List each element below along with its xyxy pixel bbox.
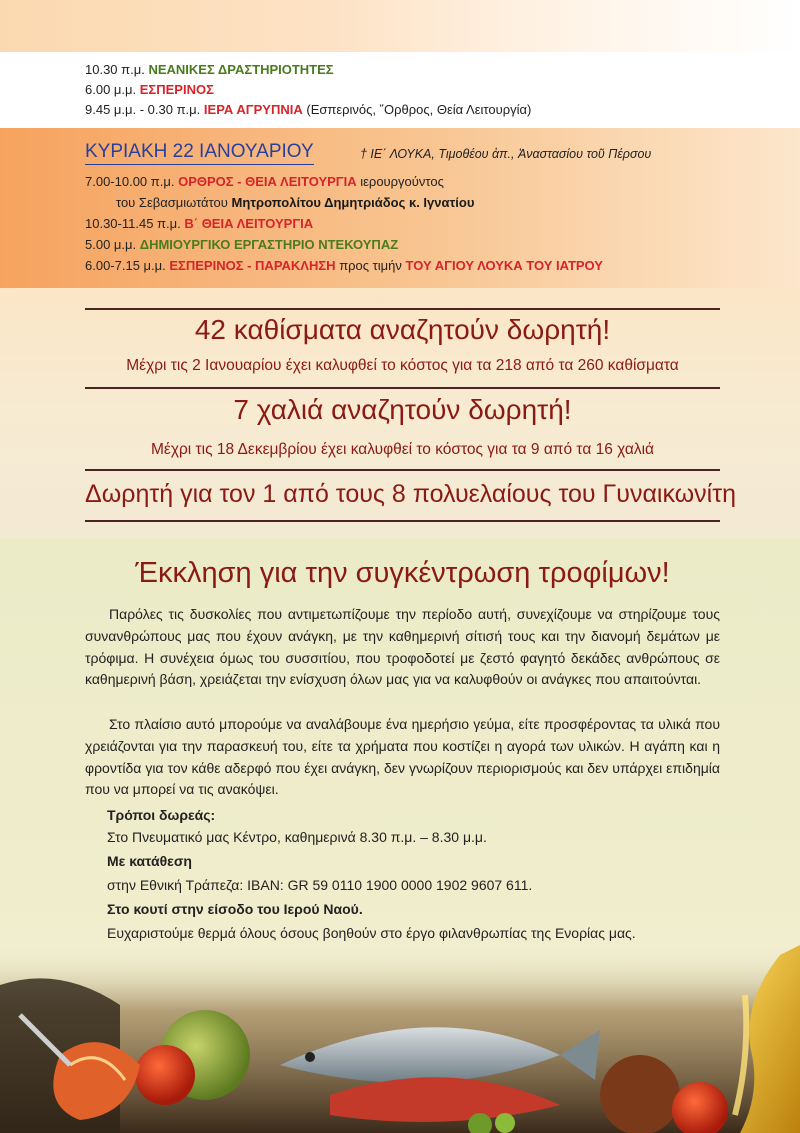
service-name: ΙΕΡΑ ΑΓΡΥΠΝΙΑ bbox=[203, 102, 303, 117]
service-note: ιερουργούντος bbox=[360, 174, 444, 189]
carpets-title: 7 χαλιά αναζητούν δωρητή! bbox=[233, 394, 572, 425]
top-band bbox=[0, 0, 800, 52]
appeal-paragraph: Παρόλες τις δυσκολίες που αντιμετωπίζουμε την περίοδο αυτή, συνεχίζουμε να στηρίζουμε τους συνανθρώπους μας που έχουν ανάγκη, με την καθημερινή σίτισή τους και την διανομή δεμάτων με τρόφιμα. Η συνέχεια όμως του συσσιτίου, που τροφοδοτεί με ζεστό φαγητό δεκάδες ανθρώπους σε καθημερινή βάση, χρειάζεται την ενίσχυση όλων μας για να καλυφθούν οι ανάγκες που απαιτούνται. bbox=[85, 606, 720, 688]
divider bbox=[85, 308, 720, 310]
donation-way-center: Στο Πνευματικό μας Κέντρο, καθημερινά 8.30 π.μ. – 8.30 μ.μ. bbox=[107, 829, 487, 845]
donation-box: Στο κουτί στην είσοδο του Ιερού Ναού. bbox=[107, 901, 363, 917]
thanks-text: Ευχαριστούμε θερμά όλους όσους βοηθούν στο έργο φιλανθρωπίας της Ενορίας μας. bbox=[107, 925, 636, 941]
time: 7.00-10.00 π.μ. bbox=[85, 174, 175, 189]
service-name: Β΄ ΘΕΙΑ ΛΕΙΤΟΥΡΓΙΑ bbox=[184, 216, 314, 231]
service-name: ΕΣΠΕΡΙΝΟΣ bbox=[139, 82, 214, 97]
time: 10.30 π.μ. bbox=[85, 62, 145, 77]
divider bbox=[85, 469, 720, 471]
seats-subtitle: Μέχρι τις 2 Ιανουαρίου έχει καλυφθεί το κόστος για τα 218 από τα 260 καθίσματα bbox=[126, 357, 679, 374]
sunday-title: ΚΥΡΙΑΚΗ 22 ΙΑΝΟΥΑΡΙΟΥ bbox=[85, 141, 314, 165]
service-name: ΟΡΘΡΟΣ - ΘΕΙΑ ΛΕΙΤΟΥΡΓΙΑ bbox=[178, 174, 357, 189]
time: 10.30-11.45 π.μ. bbox=[85, 216, 181, 231]
service-name: ΔΗΜΙΟΥΡΓΙΚΟ ΕΡΓΑΣΤΗΡΙΟ ΝΤΕΚΟΥΠΑΖ bbox=[139, 237, 399, 252]
divider bbox=[85, 520, 720, 522]
chandelier-title: Δωρητή για τον 1 από τους 8 πολυελαίους του Γυναικωνίτη bbox=[85, 480, 737, 508]
food-illustration bbox=[0, 945, 800, 1133]
saints-of-day: † ΙΕ΄ ΛΟΥΚΑ, Τιμοθέου ἀπ., Ἀναστασίου τοῦ Πέρσου bbox=[360, 147, 652, 161]
carpets-subtitle: Μέχρι τις 18 Δεκεμβρίου έχει καλυφθεί το κόστος για τα 9 από τα 16 χαλιά bbox=[151, 441, 654, 458]
bank-iban: στην Εθνική Τράπεζα: IBAN: GR 59 0110 1900 0000 1902 9607 611. bbox=[107, 877, 533, 893]
bishop-name: Μητροπολίτου Δημητριάδος κ. Ιγνατίου bbox=[231, 195, 475, 210]
divider bbox=[85, 387, 720, 389]
service-name: ΝΕΑΝΙΚΕΣ ΔΡΑΣΤΗΡΙΟΤΗΤΕΣ bbox=[148, 62, 334, 77]
schedule-line bbox=[85, 216, 313, 231]
appeal-paragraph: Στο πλαίσιο αυτό μπορούμε να αναλάβουμε ένα ημερήσιο γεύμα, είτε προσφέροντας τα υλικά που χρειάζονται για την παρασκευή του, είτε τα χρήματα που κοστίζει η αγορά των υλικών. Η αγάπη και η φροντίδα για τον κάθε αδερφό που έχει ανάγκη, δεν γνωρίζουν περιορισμούς και δεν υπάρχει επιδημία που να μπορεί να τις ανακόψει. bbox=[85, 716, 720, 798]
service-note: προς τιμήν bbox=[339, 258, 402, 273]
service-note: (Εσπερινός, ῎Ορθρος, Θεία Λειτουργία) bbox=[306, 102, 532, 117]
schedule-line bbox=[85, 258, 603, 273]
food-photo bbox=[0, 945, 800, 1133]
schedule-line bbox=[85, 82, 214, 97]
seats-title: 42 καθίσματα αναζητούν δωρητή! bbox=[194, 314, 611, 345]
service-honor: ΤΟΥ ΑΓΙΟΥ ΛΟΥΚΑ ΤΟΥ ΙΑΤΡΟΥ bbox=[405, 258, 603, 273]
time: 6.00-7.15 μ.μ. bbox=[85, 258, 166, 273]
time: 9.45 μ.μ. - 0.30 π.μ. bbox=[85, 102, 201, 117]
schedule-line bbox=[85, 102, 531, 117]
time: 6.00 μ.μ. bbox=[85, 82, 137, 97]
schedule-line bbox=[85, 174, 444, 189]
deposit-label: Με κατάθεση bbox=[107, 853, 192, 869]
schedule-line bbox=[85, 62, 334, 77]
service-note: του Σεβασμιωτάτου bbox=[116, 195, 228, 210]
service-name: ΕΣΠΕΡΙΝΟΣ - ΠΑΡΑΚΛΗΣΗ bbox=[169, 258, 336, 273]
time: 5.00 μ.μ. bbox=[85, 237, 137, 252]
schedule-line bbox=[116, 195, 474, 210]
appeal-title: Έκκληση για την συγκέντρωση τροφίμων! bbox=[135, 557, 670, 589]
schedule-line bbox=[85, 237, 398, 252]
donation-ways-label: Τρόποι δωρεάς: bbox=[107, 807, 216, 823]
